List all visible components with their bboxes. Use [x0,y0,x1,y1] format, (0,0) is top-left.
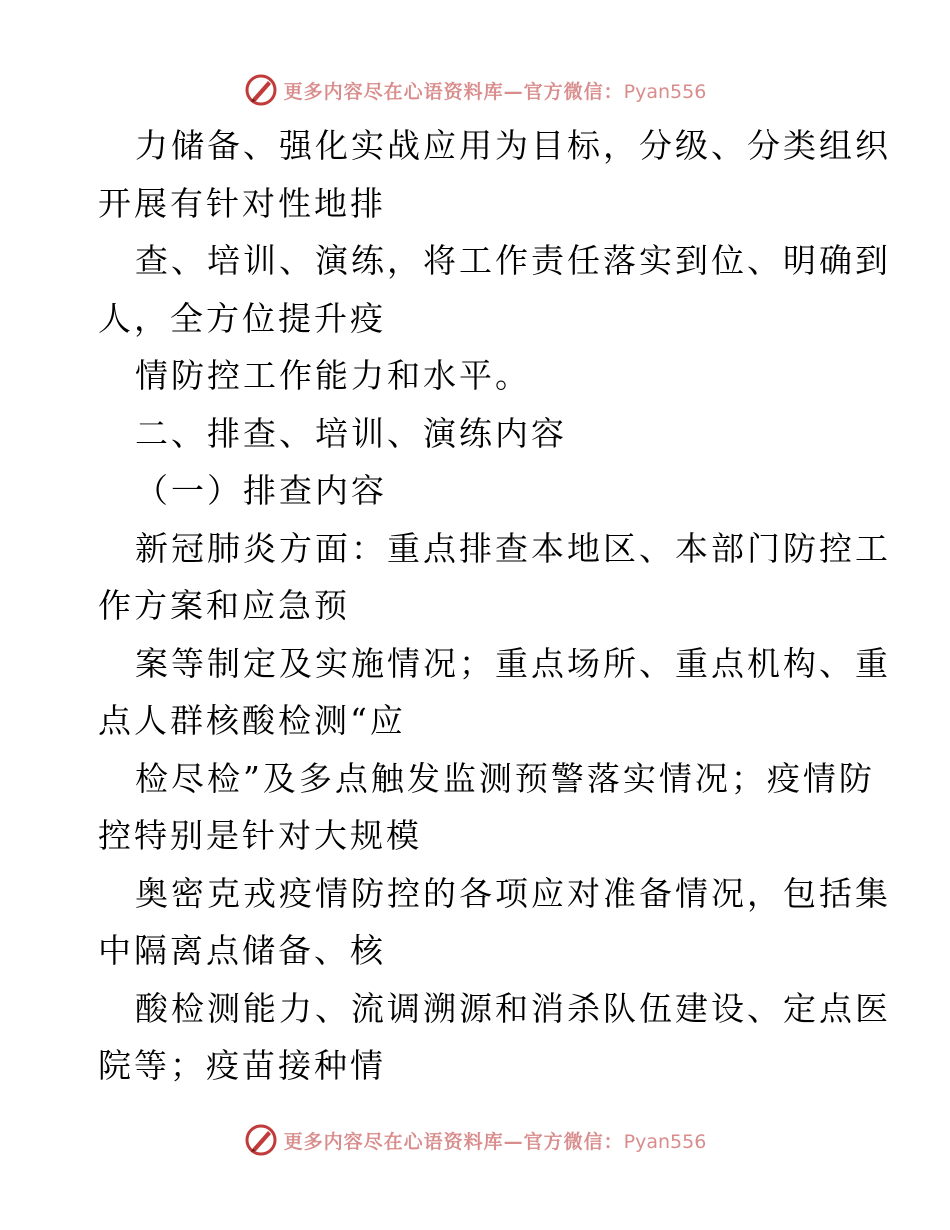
text-line: 奥密克戎疫情防控的各项应对准备情况，包括集 [135,873,891,913]
text-line: 院等；疫苗接种情 [98,1046,386,1085]
text-line: 作方案和应急预 [98,586,350,625]
text-line: 开展有针对性地排 [98,183,386,223]
text-line: 情防控工作能力和水平。 [135,356,531,395]
text-line: 人，全方位提升疫 [98,298,386,338]
watermark-text: 更多内容尽在心语资料库—官方微信：Pyan556 [283,80,707,103]
text-line: 二、排查、培训、演练内容 [135,413,567,453]
text-line: 检尽检”及多点触发监测预警落实情况；疫情防 [135,758,875,798]
pen-circle-logo-icon [244,1123,278,1157]
header-watermark [0,70,950,110]
text-line: 控特别是针对大规模 [98,816,422,855]
pen-circle-logo-icon [244,73,278,107]
text-line: （一）排查内容 [135,471,387,510]
watermark-text: 更多内容尽在心语资料库—官方微信：Pyan556 [283,1130,707,1153]
text-line: 中隔离点储备、核 [98,931,386,970]
text-line: 酸检测能力、流调溯源和消杀队伍建设、定点医 [135,988,891,1028]
text-line: 新冠肺炎方面：重点排查本地区、本部门防控工 [135,528,891,568]
text-line: 点人群核酸检测“应 [98,701,406,740]
text-line: 查、培训、演练，将工作责任落实到位、明确到 [135,241,891,280]
footer-watermark [0,1120,950,1160]
text-line: 力储备、强化实战应用为目标，分级、分类组织 [135,126,891,165]
text-line: 案等制定及实施情况；重点场所、重点机构、重 [135,643,891,683]
